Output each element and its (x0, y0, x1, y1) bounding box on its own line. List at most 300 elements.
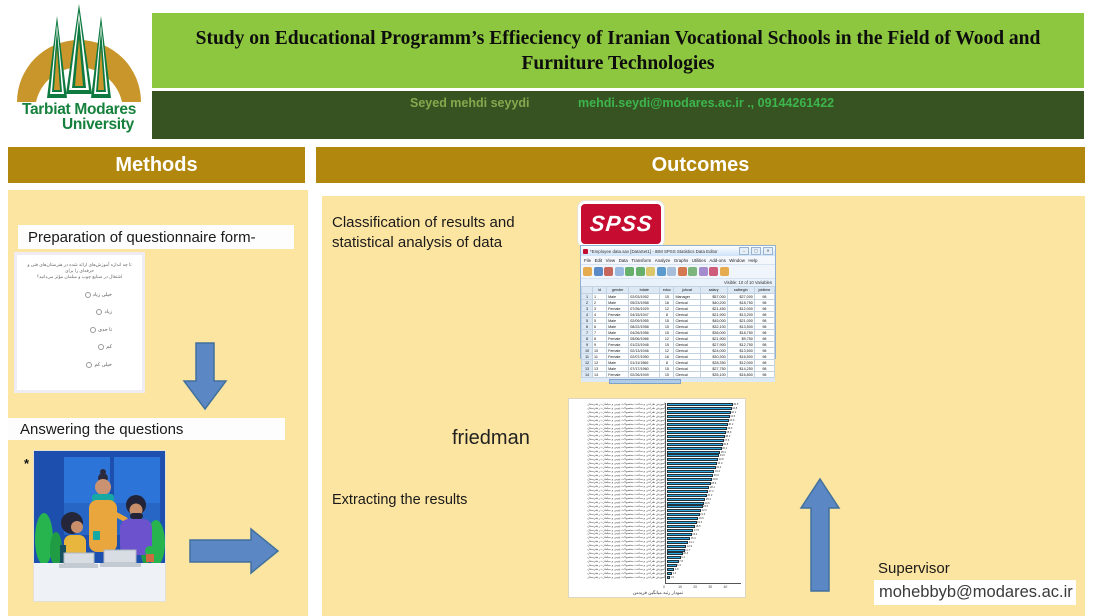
bar-value-label: 18.5 (695, 525, 701, 529)
university-name (8, 102, 150, 132)
spss-toolbar-icon[interactable] (615, 267, 624, 276)
bar-value-label: 25.4 (705, 497, 711, 501)
down-arrow-icon (183, 343, 227, 410)
bar-item-label: آموزش طراحی و ساخت محصولات چوبی و مبلمان در هنرستان (587, 484, 665, 489)
spss-toolbar-icon[interactable] (688, 267, 697, 276)
bar-item-label: آموزش طراحی و ساخت محصولات چوبی و مبلمان در هنرستان (587, 433, 665, 438)
bar (667, 474, 713, 477)
bar (667, 466, 716, 469)
spss-column-header: salbegin (727, 287, 754, 294)
spss-toolbar-icon[interactable] (594, 267, 603, 276)
bar-value-label: 19.6 (697, 521, 703, 525)
bar-item-label: آموزش طراحی و ساخت محصولات چوبی و مبلمان در هنرستان (587, 456, 665, 461)
spss-cell: 14 (582, 372, 593, 378)
spss-cell: $27,750 (700, 366, 727, 372)
bar-item-label: آموزش طراحی و ساخت محصولات چوبی و مبلمان در هنرستان (587, 503, 665, 508)
bar-value-label: 9.1 (681, 556, 685, 560)
bar-item-label: آموزش طراحی و ساخت محصولات چوبی و مبلمان در هنرستان (587, 464, 665, 469)
poster-title: Study on Educational Programm’s Effieciency of Iranian Vocational Schools in the Field of Wood and Furniture Technologies (152, 13, 1084, 88)
bar-item-label: آموزش طراحی و ساخت محصولات چوبی و مبلمان در هنرستان (587, 535, 665, 540)
bar-value-label: 6.4 (677, 564, 681, 568)
bar (667, 486, 709, 489)
bar-value-label: 21.6 (700, 513, 706, 517)
spss-column-header: jobtime (754, 287, 774, 294)
bar (667, 564, 677, 567)
radio-circle-icon (86, 362, 92, 368)
spss-cell: 12 (660, 306, 674, 312)
x-tick-label: 0 (663, 585, 665, 589)
bar-item-label: آموزش طراحی و ساخت محصولات چوبی و مبلمان در هنرستان (587, 480, 665, 485)
bar-item-label: آموزش طراحی و ساخت محصولات چوبی و مبلمان در هنرستان (587, 405, 665, 410)
bar-item-label: آموزش طراحی و ساخت محصولات چوبی و مبلمان در هنرستان (587, 421, 665, 426)
bar-value-label: 34.6 (719, 454, 725, 458)
spss-column-header: jobcat (674, 287, 700, 294)
spss-cell: Clerical (674, 348, 700, 354)
spss-menu-add-ons[interactable]: Add-ons (709, 257, 726, 263)
spss-horizontal-scrollbar[interactable] (581, 378, 775, 382)
bar (667, 458, 718, 461)
spss-toolbar-icon[interactable] (678, 267, 687, 276)
bar (667, 556, 681, 559)
spss-toolbar-icon[interactable] (657, 267, 666, 276)
spss-menu-data[interactable]: Data (618, 257, 628, 263)
spss-cell: Male (607, 294, 629, 300)
spss-cell: $12,750 (727, 342, 754, 348)
spss-cell: 05/06/1966 (629, 336, 660, 342)
bar-value-label: 36.1 (722, 446, 728, 450)
bar-item-label: آموزش طراحی و ساخت محصولات چوبی و مبلمان در هنرستان (587, 543, 665, 548)
spss-toolbar-icon[interactable] (709, 267, 718, 276)
spss-toolbar-icon[interactable] (699, 267, 708, 276)
spss-cell: Clerical (674, 336, 700, 342)
supervisor-label: Supervisor (878, 560, 950, 577)
bar-value-label: 41.5 (730, 415, 736, 419)
spss-column-header: educ (660, 287, 674, 294)
radio-circle-icon (96, 309, 102, 315)
bar (667, 482, 711, 485)
spss-cell: 8 (660, 360, 674, 366)
university-name-line1: Tarbiat Modares (21, 101, 137, 118)
radio-circle-icon (85, 292, 91, 298)
bar (667, 415, 730, 418)
x-tick-label: 30 (708, 585, 713, 589)
spss-cell: $28,350 (700, 360, 727, 366)
spss-cell: 11 (593, 354, 607, 360)
spss-cell: 7 (593, 330, 607, 336)
bar-value-label: 1.9 (670, 576, 674, 580)
bar-value-label: 36.8 (723, 442, 729, 446)
spss-menu-view[interactable]: View (605, 257, 616, 263)
bar-item-label: آموزش طراحی و ساخت محصولات چوبی و مبلمان در هنرستان (587, 574, 665, 579)
spss-cell: 8 (582, 336, 593, 342)
spss-cell: 98 (754, 318, 774, 324)
spss-cell: 5 (593, 318, 607, 324)
spss-cell: 98 (754, 300, 774, 306)
bar-value-label: 12.9 (686, 544, 693, 548)
spss-cell: Clerical (674, 360, 700, 366)
questionnaire-option (23, 292, 136, 298)
spss-cell: $40,200 (700, 300, 727, 306)
bar-value-label: 43.5 (733, 403, 739, 407)
chart-bars (569, 403, 747, 579)
bar-value-label: 17.5 (693, 528, 699, 532)
spss-cell: 02/09/1955 (629, 318, 660, 324)
bar (667, 470, 714, 473)
outcomes-panel (322, 196, 1085, 616)
bar-item-label: آموزش طراحی و ساخت محصولات چوبی و مبلمان در هنرستان (587, 492, 665, 497)
spss-cell: $27,000 (727, 294, 754, 300)
bar-item-label: آموزش طراحی و ساخت محصولات چوبی و مبلمان در هنرستان (587, 554, 665, 559)
spss-cell: 9 (593, 342, 607, 348)
questionnaire-option (23, 362, 136, 368)
bar (667, 407, 732, 410)
step-preparation-label: Preparation of questionnaire form- (18, 225, 294, 249)
spss-toolbar-icon[interactable] (625, 267, 634, 276)
spss-cell: Clerical (674, 342, 700, 348)
bar-value-label: 28.9 (711, 481, 717, 485)
bar-value-label: 38.2 (725, 434, 731, 438)
step-answering-label: Answering the questions (8, 418, 285, 440)
spss-cell: 98 (754, 348, 774, 354)
bar-value-label: 39.6 (727, 426, 733, 430)
spss-cell: $45,000 (700, 318, 727, 324)
spss-cell: Female (607, 312, 629, 318)
spss-cell: Male (607, 366, 629, 372)
chart-x-axis (665, 583, 741, 584)
spss-cell: 13 (593, 366, 607, 372)
spss-cell: Clerical (674, 306, 700, 312)
spss-cell: 07/26/1929 (629, 306, 660, 312)
bar-item-label: آموزش طراحی و ساخت محصولات چوبی و مبلمان در هنرستان (587, 488, 665, 493)
spss-cell: Clerical (674, 318, 700, 324)
spss-toolbar-icon[interactable] (667, 267, 676, 276)
spss-toolbar-icon[interactable] (583, 267, 592, 276)
bar-value-label: 14.1 (688, 540, 694, 544)
methods-panel (8, 190, 308, 616)
option-label: خیلی زیاد (92, 291, 112, 298)
spss-cell: Clerical (674, 330, 700, 336)
spss-cell: $16,500 (727, 354, 754, 360)
spss-cell: 16 (660, 300, 674, 306)
people-at-desk-illustration-icon (34, 451, 165, 601)
spss-cell: 98 (754, 366, 774, 372)
bar (667, 541, 688, 544)
bar-item-label: آموزش طراحی و ساخت محصولات چوبی و مبلمان در هنرستان (587, 425, 665, 430)
bar-item-label: آموزش طراحی و ساخت محصولات چوبی و مبلمان در هنرستان (587, 437, 665, 442)
bar (667, 494, 707, 497)
bar-item-label: آموزش طراحی و ساخت محصولات چوبی و مبلمان در هنرستان (587, 496, 665, 501)
answering-illustration (33, 450, 166, 602)
spss-menu-file[interactable]: File (584, 257, 592, 263)
bar (667, 427, 727, 430)
bar-item-label: آموزش طراحی و ساخت محصولات چوبی و مبلمان در هنرستان (587, 409, 665, 414)
spss-cell: 9 (582, 342, 593, 348)
spss-cell: $13,500 (727, 324, 754, 330)
bar (667, 439, 724, 442)
spss-cell: 4 (582, 312, 593, 318)
spss-cell: 2 (593, 300, 607, 306)
spss-cell: $9,750 (727, 336, 754, 342)
friedman-label: friedman (452, 427, 530, 449)
bar-item-label: آموزش طراحی و ساخت محصولات چوبی و مبلمان در هنرستان (587, 445, 665, 450)
spss-document-icon (583, 249, 588, 254)
spss-cell: Clerical (674, 372, 700, 378)
option-label: خیلی کم (94, 361, 112, 368)
university-name-line2: University (62, 116, 134, 133)
bar (667, 521, 697, 524)
bar-value-label: 28.1 (709, 485, 716, 489)
spss-window-title: *Employee data.sav [DataSet1] - IBM SPSS Statistics Data Editor (590, 248, 718, 254)
step-extracting-label: Extracting the results (332, 492, 468, 508)
bar (667, 462, 717, 465)
spss-cell: 15 (660, 324, 674, 330)
spss-menu-transform[interactable]: Transform (631, 257, 652, 263)
spss-cell: 07/17/1960 (629, 366, 660, 372)
spss-column-header: id (593, 287, 607, 294)
bar-item-label: آموزش طراحی و ساخت محصولات چوبی و مبلمان در هنرستان (587, 562, 665, 567)
spss-cell: $14,250 (727, 366, 754, 372)
bar-item-label: آموزش طراحی و ساخت محصولات چوبی و مبلمان در هنرستان (587, 507, 665, 512)
bar-item-label: آموزش طراحی و ساخت محصولات چوبی و مبلمان در هنرستان (587, 500, 665, 505)
spss-toolbar-icon[interactable] (720, 267, 729, 276)
bar-item-label: آموزش طراحی و ساخت محصولات چوبی و مبلمان در هنرستان (587, 551, 665, 556)
spss-cell: 12 (660, 348, 674, 354)
spss-menu-window[interactable]: Window (729, 257, 745, 263)
bar-item-label: آموزش طراحی و ساخت محصولات چوبی و مبلمان در هنرستان (587, 429, 665, 434)
spss-cell: 3 (582, 306, 593, 312)
bar (667, 435, 725, 438)
spss-cell: 98 (754, 312, 774, 318)
bar (667, 502, 704, 505)
spss-menu-utilities[interactable]: Utilities (691, 257, 706, 263)
spss-cell: 02/26/1949 (629, 372, 660, 378)
chart-caption: نمودار رتبه ميانگين فريدمن (632, 590, 684, 595)
bar-item-label: آموزش طراحی و ساخت محصولات چوبی و مبلمان در هنرستان (587, 519, 665, 524)
bar-value-label: 37.5 (724, 438, 730, 442)
spss-cell: 5 (582, 318, 593, 324)
supervisor-email: mohebbyb@modares.ac.ir (874, 580, 1076, 605)
bar-item-label: آموزش طراحی و ساخت محصولات چوبی و مبلمان در هنرستان (587, 449, 665, 454)
bar (667, 549, 685, 552)
up-arrow-icon (800, 478, 840, 592)
spss-cell: $21,900 (700, 336, 727, 342)
maximize-button[interactable]: ▢ (751, 247, 761, 255)
scrollbar-thumb[interactable] (609, 379, 681, 384)
spss-menu-analyze[interactable]: Analyze (654, 257, 671, 263)
bar-item-label: آموزش طراحی و ساخت محصولات چوبی و مبلمان در هنرستان (587, 570, 665, 575)
bar-value-label: 42.1 (731, 411, 737, 415)
spss-menu-edit[interactable]: Edit (594, 257, 603, 263)
bar-value-label: 31.4 (714, 470, 720, 474)
x-tick-label: 40 (723, 585, 728, 589)
author-band (152, 91, 1084, 139)
spss-cell: 12 (582, 360, 593, 366)
spss-title-bar (581, 246, 775, 256)
spss-cell: Male (607, 330, 629, 336)
spss-cell: 15 (660, 318, 674, 324)
close-button[interactable]: ✕ (763, 247, 773, 255)
spss-cell: 15 (660, 372, 674, 378)
spss-cell: $12,000 (727, 360, 754, 366)
spss-cell: 98 (754, 354, 774, 360)
bar-item-label: آموزش طراحی و ساخت محصولات چوبی و مبلمان در هنرستان (587, 511, 665, 516)
questionnaire-option (23, 309, 136, 315)
spss-cell: Female (607, 336, 629, 342)
bar (667, 411, 731, 414)
spss-cell: $27,900 (700, 342, 727, 348)
spss-cell: 6 (593, 324, 607, 330)
spss-cell: 15 (660, 330, 674, 336)
bar (667, 478, 712, 481)
spss-cell: $21,450 (700, 306, 727, 312)
spss-cell: 02/07/1950 (629, 354, 660, 360)
spss-data-row (582, 372, 775, 378)
spss-cell: 6 (582, 324, 593, 330)
bar (667, 560, 679, 563)
spss-cell: 15 (660, 342, 674, 348)
spss-cell: 11 (582, 354, 593, 360)
spss-toolbar (581, 265, 775, 279)
spss-cell: Clerical (674, 312, 700, 318)
spss-cell: 8 (593, 336, 607, 342)
bar (667, 451, 720, 454)
bar-item-label: آموزش طراحی و ساخت محصولات چوبی و مبلمان در هنرستان (587, 476, 665, 481)
spss-cell: $21,900 (700, 312, 727, 318)
bar-value-label: 22.6 (701, 509, 707, 513)
spss-menu-bar (581, 256, 775, 265)
bar-item-label: آموزش طراحی و ساخت محصولات چوبی و مبلمان در هنرستان (587, 558, 665, 563)
spss-cell: 98 (754, 372, 774, 378)
spss-cell: Male (607, 324, 629, 330)
spss-toolbar-icon[interactable] (604, 267, 613, 276)
spss-cell: 98 (754, 330, 774, 336)
spss-cell: 01/11/1966 (629, 360, 660, 366)
bar (667, 525, 695, 528)
spss-cell: 01/23/1946 (629, 342, 660, 348)
radio-circle-icon (98, 344, 104, 350)
spss-cell: 1 (593, 294, 607, 300)
questionnaire-option (23, 327, 136, 333)
questionnaire-question-line1: تا چه اندازه آموزش‌های ارائه شده در هنرستان‌های فنی و حرفه‌ای را برای (27, 262, 132, 273)
bar (667, 403, 733, 406)
bar (667, 533, 692, 536)
spss-cell: 98 (754, 342, 774, 348)
spss-column-header: bdate (629, 287, 660, 294)
bar-value-label: 32.2 (716, 466, 722, 470)
bar (667, 431, 726, 434)
bar (667, 545, 686, 548)
tmu-emblem-icon (8, 2, 150, 102)
bar-value-label: 4.9 (674, 568, 679, 572)
spss-cell: 05/23/1958 (629, 300, 660, 306)
x-tick-label: 20 (693, 585, 698, 589)
bar (667, 517, 698, 520)
minimize-button[interactable]: – (739, 247, 749, 255)
spss-cell: 13 (582, 366, 593, 372)
bar-item-label: آموزش طراحی و ساخت محصولات چوبی و مبلمان در هنرستان (587, 527, 665, 532)
author-name: Seyed mehdi seyydi (410, 96, 530, 110)
bar-item-label: آموزش طراحی و ساخت محصولات چوبی و مبلمان در هنرستان (587, 566, 665, 571)
spss-cell: $12,000 (727, 306, 754, 312)
questionnaire-question-line2: اشتغال در صنایع چوب و مبلمان مؤثر می‌دانید؟ (36, 274, 123, 279)
spss-toolbar-icon[interactable] (646, 267, 655, 276)
spss-cell: Female (607, 372, 629, 378)
spss-cell: 15 (660, 366, 674, 372)
questionnaire-image (14, 252, 145, 393)
spss-cell: 15 (660, 294, 674, 300)
option-label: زیاد (104, 309, 112, 315)
spss-logo (578, 201, 664, 247)
bar-item-label: آموزش طراحی و ساخت محصولات چوبی و مبلمان در هنرستان (587, 468, 665, 473)
spss-menu-help[interactable]: Help (748, 257, 758, 263)
chart-y-axis (665, 403, 666, 584)
step-classification-label: Classification of results and statistical analysis of data (332, 214, 515, 251)
bar-item-label: آموزش طراحی و ساخت محصولات چوبی و مبلمان در هنرستان (587, 441, 665, 446)
bar-value-label: 33.0 (717, 462, 723, 466)
spss-cell: 2 (582, 300, 593, 306)
spss-cell: Clerical (674, 354, 700, 360)
spss-cell: 1 (582, 294, 593, 300)
friedman-bar-chart (568, 398, 746, 598)
bar-item-label: آموزش طراحی و ساخت محصولات چوبی و مبلمان در هنرستان (587, 539, 665, 544)
spss-cell: 12 (593, 360, 607, 366)
bar-value-label: 26.3 (707, 493, 713, 497)
footnote-asterisk: * (24, 456, 30, 471)
bar-item-label: آموزش طراحی و ساخت محصولات چوبی و مبلمان در هنرستان (587, 531, 665, 536)
spss-cell: $18,750 (727, 300, 754, 306)
spss-visible-note: Visible: 10 of 10 Variables (581, 279, 775, 286)
spss-toolbar-icon[interactable] (636, 267, 645, 276)
bar (667, 509, 701, 512)
spss-cell: Male (607, 360, 629, 366)
bar-value-label: 16.4 (692, 532, 698, 536)
x-tick-label: 10 (678, 585, 683, 589)
bar-item-label: آموزش طراحی و ساخت محصولات چوبی و مبلمان در هنرستان (587, 452, 665, 457)
bar-value-label: 3.4 (672, 572, 677, 576)
section-header-outcomes: Outcomes (316, 147, 1085, 183)
option-label: تا حدی (98, 326, 112, 333)
spss-cell: $57,000 (700, 294, 727, 300)
bar-value-label: 38.9 (726, 430, 732, 434)
author-contact: mehdi.seydi@modares.ac.ir ., 09144261422 (578, 96, 835, 110)
bar-value-label: 20.6 (698, 517, 704, 521)
bar (667, 529, 693, 532)
spss-column-header: salary (700, 287, 727, 294)
spss-cell: 98 (754, 336, 774, 342)
bar-value-label: 40.9 (729, 419, 735, 423)
option-label: کم (106, 344, 112, 350)
bar-value-label: 24.5 (704, 501, 710, 505)
spss-cell: 02/13/1946 (629, 348, 660, 354)
spss-cell: 12 (660, 336, 674, 342)
bar-value-label: 23.5 (703, 505, 709, 509)
spss-cell: Clerical (674, 300, 700, 306)
bar (667, 423, 728, 426)
spss-cell: 98 (754, 324, 774, 330)
spss-cell: 02/03/1952 (629, 294, 660, 300)
bar-item-label: آموزش طراحی و ساخت محصولات چوبی و مبلمان در هنرستان (587, 515, 665, 520)
bar (667, 568, 674, 571)
spss-cell: $18,750 (727, 330, 754, 336)
bar (667, 454, 719, 457)
spss-cell: 14 (593, 372, 607, 378)
bar (667, 537, 690, 540)
bar (667, 513, 700, 516)
spss-menu-graphs[interactable]: Graphs (673, 257, 689, 263)
spss-cell: 08/22/1958 (629, 324, 660, 330)
spss-column-header: gender (607, 287, 629, 294)
spss-cell: $24,000 (700, 348, 727, 354)
